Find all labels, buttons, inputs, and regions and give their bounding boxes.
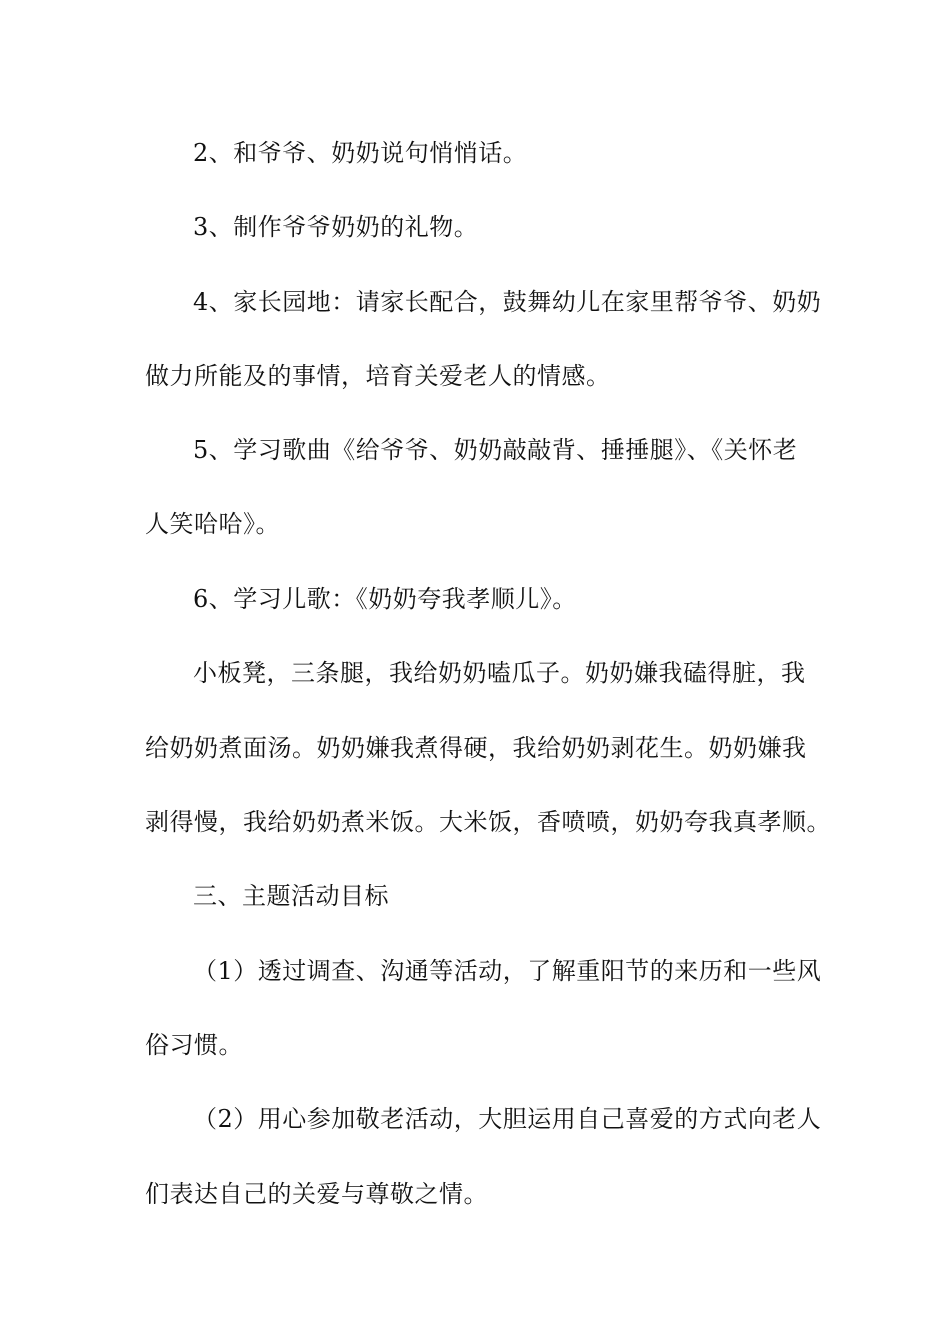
text-line: （2）用心参加敬老活动，大胆运用自己喜爱的方式向老人 — [193, 1105, 822, 1133]
text-line: 剥得慢，我给奶奶煮米饭。大米饭，香喷喷，奶奶夸我真孝顺。 — [145, 808, 831, 836]
text-line: 6、学习儿歌：《奶奶夸我孝顺儿》。 — [193, 585, 577, 613]
text-line: 5、学习歌曲《给爷爷、奶奶敲敲背、捶捶腿》、《关怀老 — [193, 436, 798, 464]
text-line: （1）透过调查、沟通等活动，了解重阳节的来历和一些风 — [193, 957, 822, 985]
text-line: 小板凳，三条腿，我给奶奶嗑瓜子。奶奶嫌我磕得脏，我 — [193, 659, 806, 687]
text-line: 给奶奶煮面汤。奶奶嫌我煮得硬，我给奶奶剥花生。奶奶嫌我 — [145, 734, 807, 762]
text-line: 俗习惯。 — [145, 1031, 243, 1059]
text-line: 3、制作爷爷奶奶的礼物。 — [193, 213, 479, 241]
text-line: 们表达自己的关爱与尊敬之情。 — [145, 1180, 488, 1208]
text-line: 2、和爷爷、奶奶说句悄悄话。 — [193, 139, 528, 167]
text-line: 人笑哈哈》。 — [145, 510, 280, 538]
text-line: 做力所能及的事情，培育关爱老人的情感。 — [145, 362, 611, 390]
section-heading: 三、主题活动目标 — [193, 882, 389, 910]
text-line: 4、家长园地：请家长配合，鼓舞幼儿在家里帮爷爷、奶奶 — [193, 288, 822, 316]
